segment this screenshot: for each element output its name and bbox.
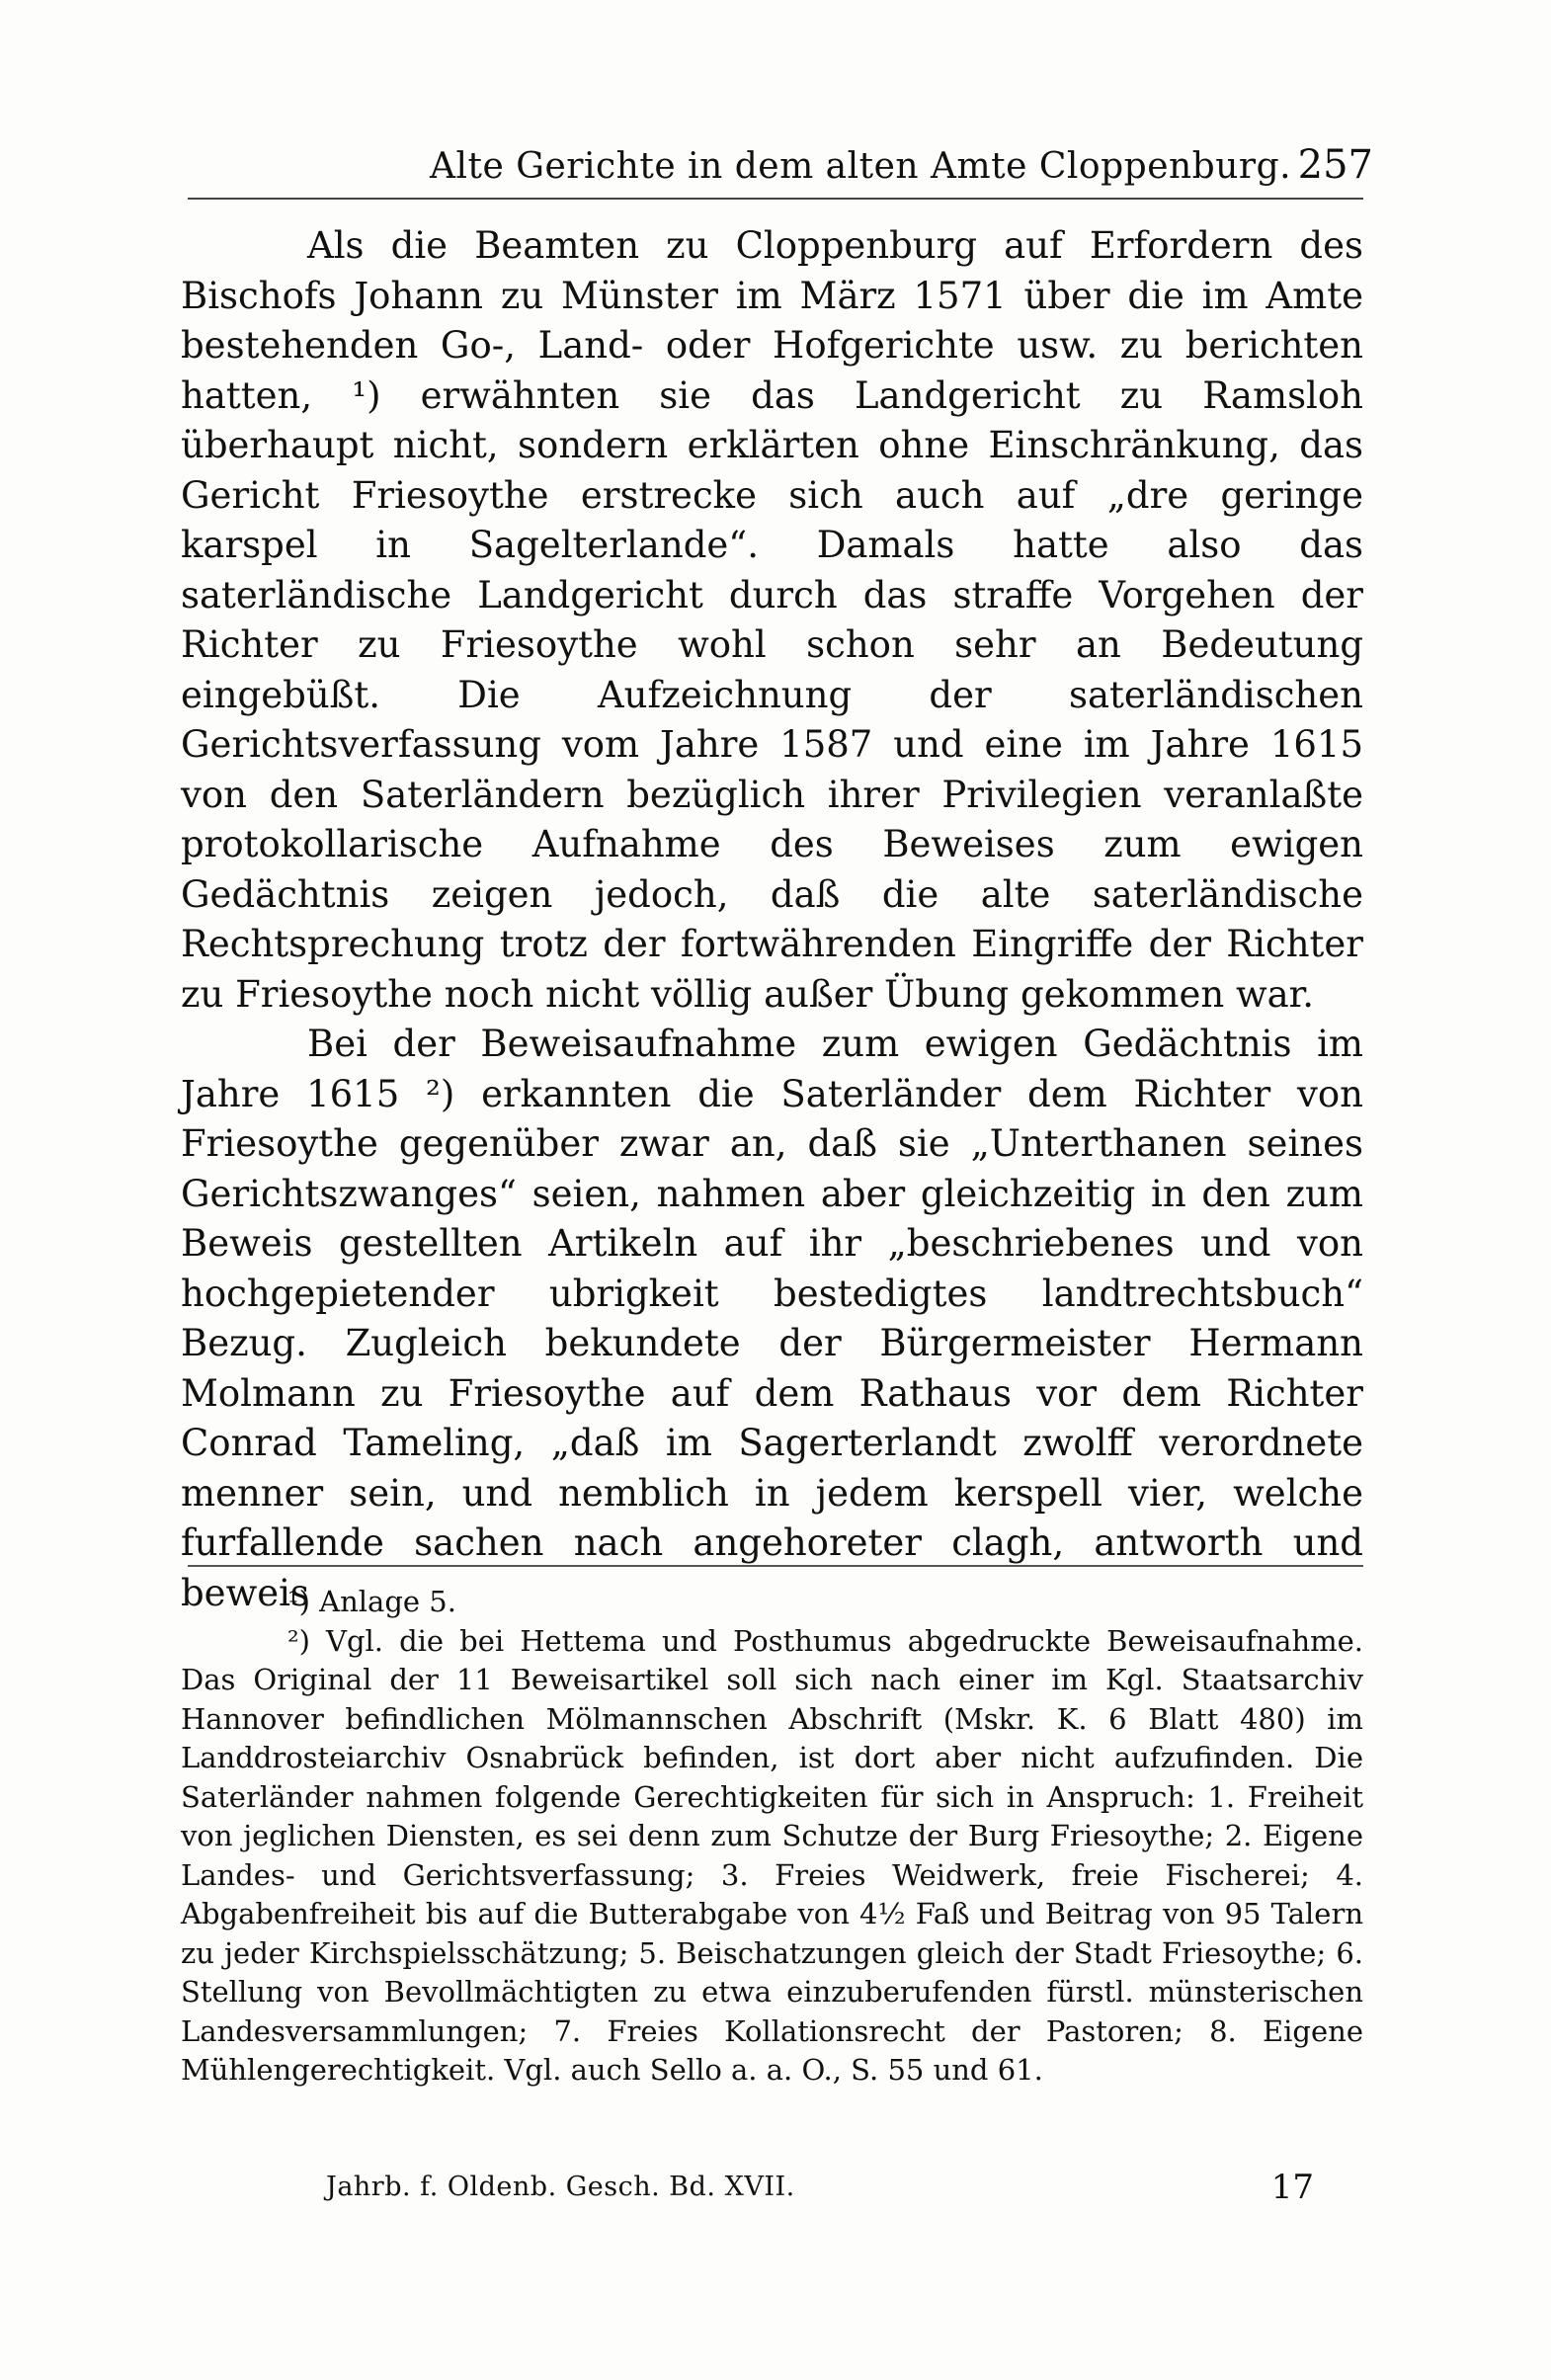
paragraph: Bei der Beweisaufnahme zum ewigen Gedächtnis im Jahre 1615 ²) erkannten die Saterländer dem Richter von Friesoythe gegenüber zwar an, daß sie „Unterthanen seines Gerichtszwanges“ seien, nahmen aber gleichzeitig in den zum Beweis gestellten Artikeln auf ihr „beschriebenes und von hochgepietender ubrigkeit bestedigtes landtrechtsbuch“ Bezug. Zugleich bekundete der Bürgermeister Hermann Molmann zu Friesoythe auf dem Rathaus vor dem Richter Conrad Tameling, „daß im Sagerterlandt zwolff verordnete menner sein, und nemblich in jedem kerspell vier, welche furfallende sachen nach angehoreter clagh, antworth und beweis: [181, 1023, 1363, 1614]
sheet-signature: [326, 2168, 1314, 2211]
footnote-rule: [188, 1565, 1363, 1567]
main-text: [181, 221, 1363, 1618]
running-title: Alte Gerichte in dem alten Amte Cloppenburg.: [430, 146, 1292, 187]
running-header: [188, 138, 1373, 188]
header-rule: [188, 198, 1363, 200]
sheet-number: 17: [1270, 2168, 1314, 2207]
page-number: 257: [1297, 142, 1373, 188]
footnote: ¹) Anlage 5.: [287, 1585, 456, 1618]
footnote: ²) Vgl. die bei Hettema und Posthumus abgedruckte Beweisaufnahme. Das Original der 11 Beweisartikel soll sich nach einer im Kgl. Staatsarchiv Hannover befindlichen Mölmannschen Abschrift (Mskr. K. 6 Blatt 480) im Landdrosteiarchiv Osnabrück befinden, ist dort aber nicht aufzufinden. Die Saterländer nahmen folgende Gerechtigkeiten für sich in Anspruch: 1. Freiheit von jeglichen Diensten, es sei denn zum Schutze der Burg Friesoythe; 2. Eigene Landes- und Gerichtsverfassung; 3. Freies Weidwerk, freie Fischerei; 4. Abgabenfreiheit bis auf die Butterabgabe von 4½ Faß und Beitrag von 95 Talern zu jeder Kirchspielsschätzung; 5. Beischatzungen gleich der Stadt Friesoythe; 6. Stellung von Bevollmächtigten zu etwa einzuberufenden fürstl. münsterischen Landesversammlungen; 7. Freies Kollationsrecht der Pastoren; 8. Eigene Mühlengerechtigkeit. Vgl. auch Sello a. a. O., S. 55 und 61.: [181, 1623, 1363, 2087]
footnotes: [181, 1583, 1363, 2091]
signature-text: Jahrb. f. Oldenb. Gesch. Bd. XVII.: [326, 2172, 795, 2202]
paragraph: Als die Beamten zu Cloppenburg auf Erfordern des Bischofs Johann zu Münster im März 1571 über die im Amte bestehenden Go-, Land- oder Hofgerichte usw. zu berichten hatten, ¹) erwähnten sie das Landgericht zu Ramsloh überhaupt nicht, sondern erklärten ohne Einschränkung, das Gericht Friesoythe erstrecke sich auch auf „dre geringe karspel in Sagelterlande“. Damals hatte also das saterländische Landgericht durch das straffe Vorgehen der Richter zu Friesoythe wohl schon sehr an Bedeutung eingebüßt. Die Aufzeichnung der saterländischen Gerichtsverfassung vom Jahre 1587 und eine im Jahre 1615 von den Saterländern bezüglich ihrer Privilegien veranlaßte protokollarische Aufnahme des Beweises zum ewigen Gedächtnis zeigen jedoch, daß die alte saterländische Rechtsprechung trotz der fortwährenden Eingriffe der Richter zu Friesoythe noch nicht völlig außer Übung gekommen war.: [181, 224, 1363, 1016]
